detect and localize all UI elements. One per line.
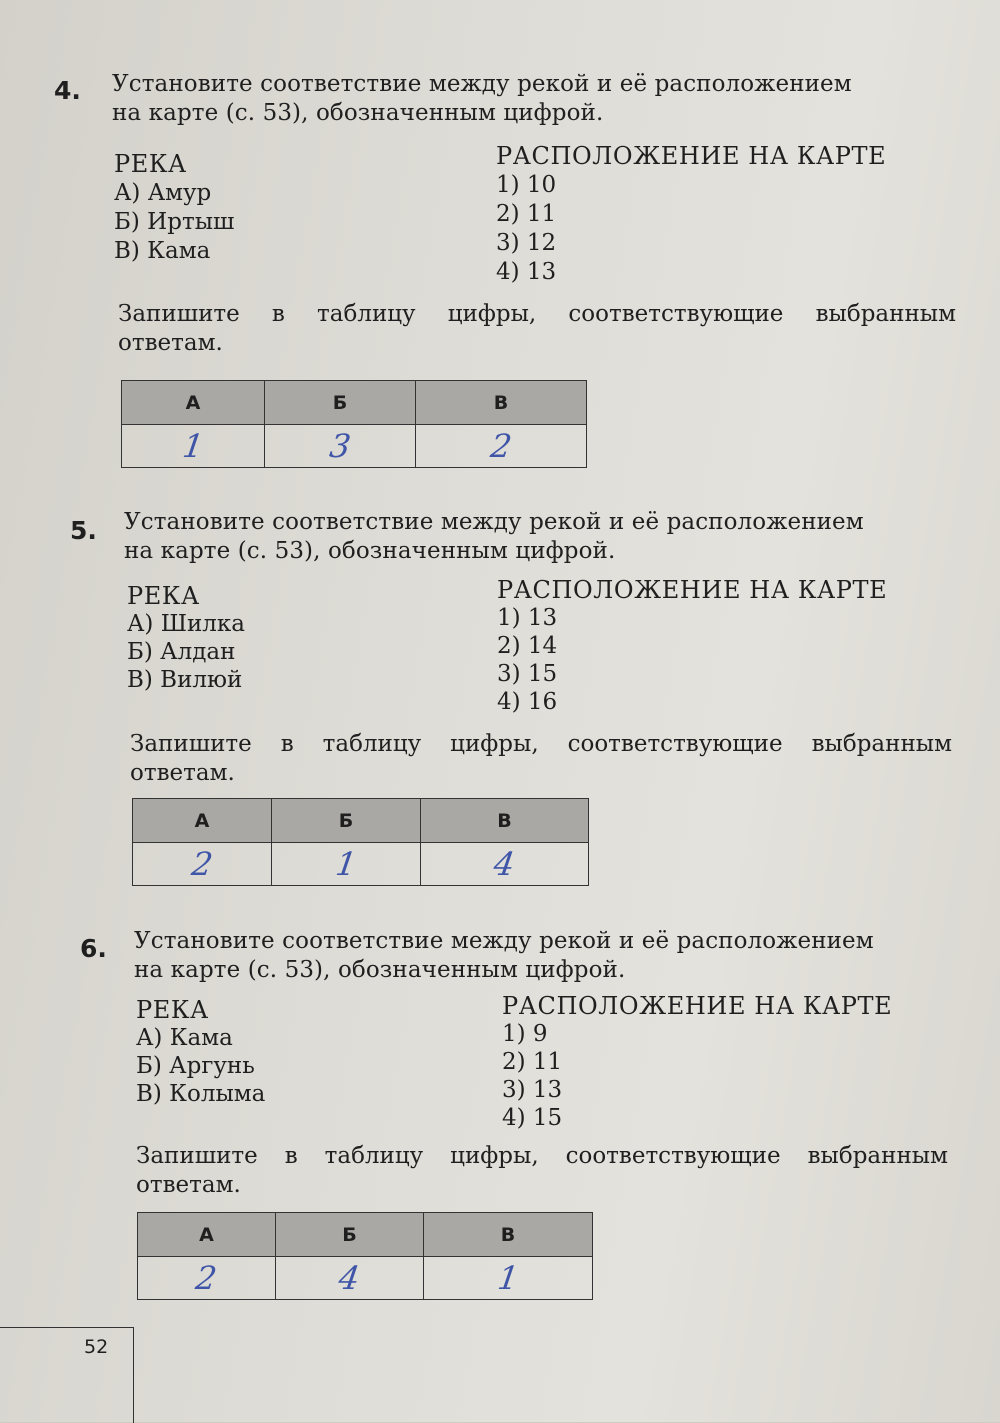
table-header-b: Б — [272, 799, 421, 843]
answer-cell-b[interactable]: 4 — [276, 1257, 424, 1300]
rivers-list — [127, 582, 245, 694]
answer-cell-v[interactable]: 4 — [421, 843, 589, 886]
task-number: 6. — [80, 934, 107, 963]
table-header-a: А — [122, 381, 265, 425]
table-header-a: А — [138, 1213, 276, 1257]
table-header-v: В — [424, 1213, 593, 1257]
river-item: В) Колыма — [136, 1081, 266, 1107]
answer-cell-v[interactable]: 1 — [424, 1257, 593, 1300]
task-instruction: Запишите в таблицу цифры, соответствующие выбранным ответам. — [130, 731, 952, 786]
answer-table — [137, 1212, 593, 1300]
river-item: В) Кама — [114, 238, 211, 264]
location-item: 4) 13 — [496, 259, 557, 285]
table-header-a: А — [133, 799, 272, 843]
answer-cell-a[interactable]: 2 — [133, 843, 272, 886]
rivers-list — [114, 150, 234, 266]
task-number: 5. — [70, 516, 97, 545]
river-item: А) Амур — [114, 180, 212, 206]
location-item: 4) 16 — [497, 689, 558, 715]
river-item: В) Вилюй — [127, 667, 243, 693]
locations-header: РАСПОЛОЖЕНИЕ НА КАРТЕ — [497, 576, 888, 604]
task-instruction: Запишите в таблицу цифры, соответствующие выбранным ответам. — [118, 301, 956, 356]
task-number: 4. — [54, 76, 81, 105]
answer-cell-b[interactable]: 1 — [272, 843, 421, 886]
location-item: 4) 15 — [502, 1105, 563, 1131]
river-item: Б) Аргунь — [136, 1053, 255, 1079]
task-question: Установите соответствие между рекой и её расположением на карте (с. 53), обозначенным цифрой. — [112, 71, 852, 126]
locations-header: РАСПОЛОЖЕНИЕ НА КАРТЕ — [502, 992, 893, 1020]
location-item: 1) 10 — [496, 172, 557, 198]
river-item: Б) Алдан — [127, 639, 236, 665]
location-item: 3) 13 — [502, 1077, 563, 1103]
rivers-header: РЕКА — [136, 996, 209, 1024]
table-header-b: Б — [265, 381, 416, 425]
locations-header: РАСПОЛОЖЕНИЕ НА КАРТЕ — [496, 142, 887, 170]
location-item: 3) 15 — [497, 661, 558, 687]
rivers-list — [136, 996, 265, 1108]
answer-cell-a[interactable]: 1 — [122, 425, 265, 468]
location-item: 2) 11 — [502, 1049, 563, 1075]
locations-list — [496, 142, 886, 287]
rivers-header: РЕКА — [114, 150, 187, 178]
rivers-header: РЕКА — [127, 582, 200, 610]
locations-list — [497, 576, 887, 716]
location-item: 2) 14 — [497, 633, 558, 659]
table-header-v: В — [421, 799, 589, 843]
task-question: Установите соответствие между рекой и её расположением на карте (с. 53), обозначенным цифрой. — [134, 928, 874, 983]
answer-table — [132, 798, 589, 886]
page-number-box — [0, 1327, 134, 1423]
table-header-b: Б — [276, 1213, 424, 1257]
answer-table — [121, 380, 587, 468]
answer-cell-b[interactable]: 3 — [265, 425, 416, 468]
location-item: 2) 11 — [496, 201, 557, 227]
river-item: А) Кама — [136, 1025, 233, 1051]
location-item: 3) 12 — [496, 230, 557, 256]
task-instruction: Запишите в таблицу цифры, соответствующие выбранным ответам. — [136, 1143, 948, 1198]
task-question: Установите соответствие между рекой и её расположением на карте (с. 53), обозначенным цифрой. — [124, 509, 864, 564]
answer-cell-a[interactable]: 2 — [138, 1257, 276, 1300]
river-item: А) Шилка — [127, 611, 245, 637]
river-item: Б) Иртыш — [114, 209, 235, 235]
location-item: 1) 9 — [502, 1021, 548, 1047]
answer-cell-v[interactable]: 2 — [416, 425, 587, 468]
page-number: 52 — [84, 1336, 109, 1358]
location-item: 1) 13 — [497, 605, 558, 631]
table-header-v: В — [416, 381, 587, 425]
locations-list — [502, 992, 892, 1132]
